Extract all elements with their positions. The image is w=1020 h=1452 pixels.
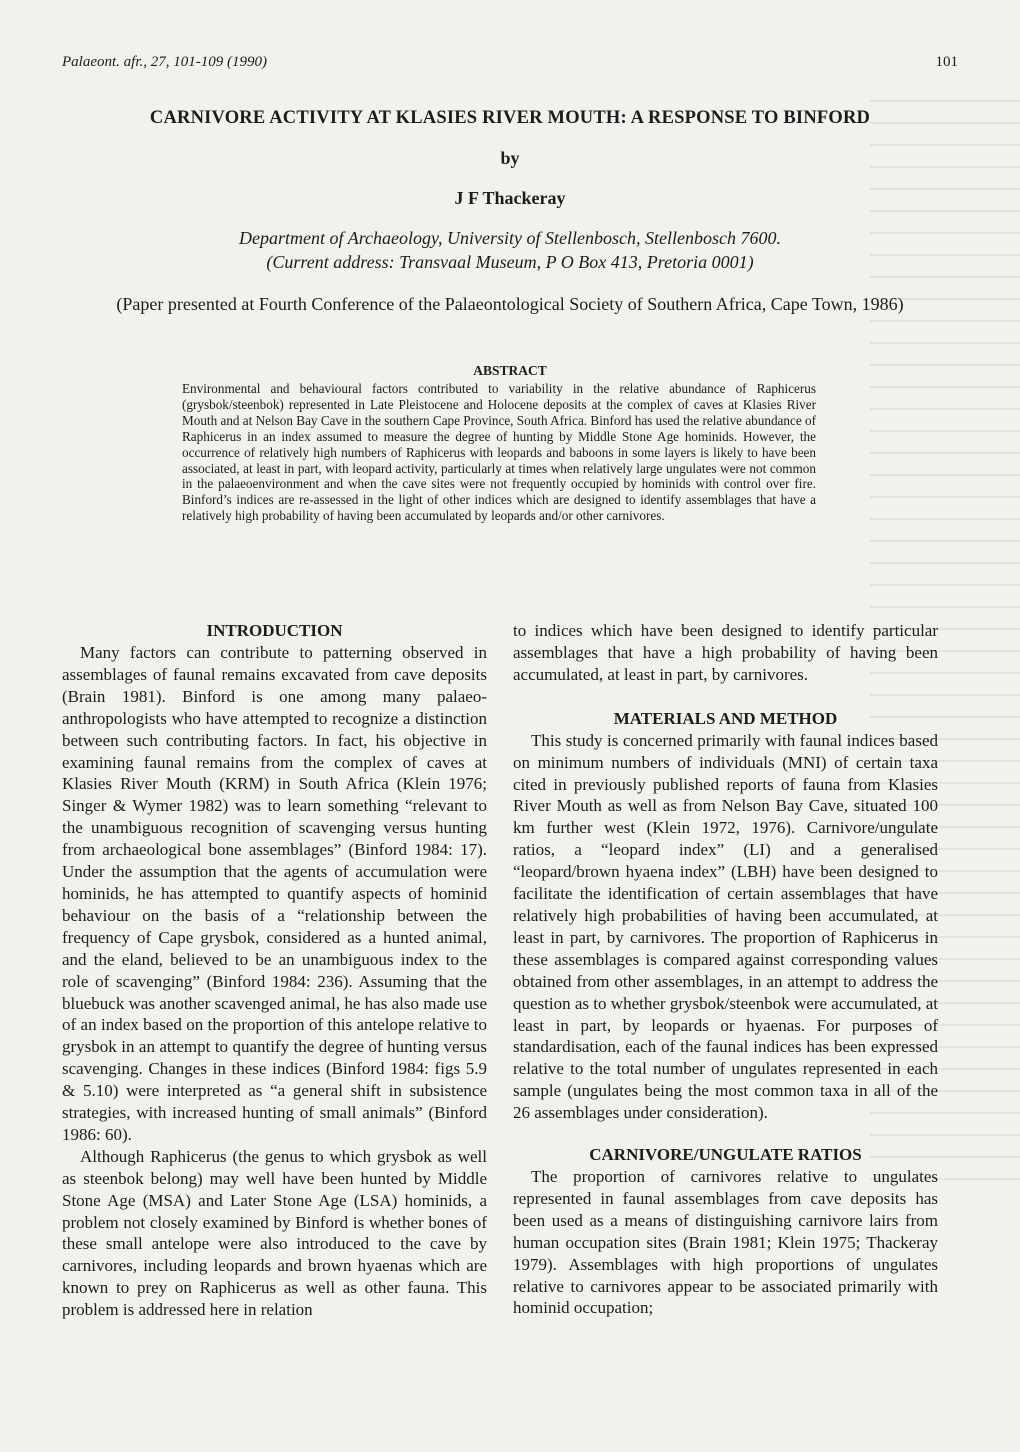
abstract-body [182,381,816,524]
materials-paragraph-1: This study is concerned primarily with faunal indices based on minimum numbers of individuals (MNI) of certain taxa cited in previously published reports of fauna from Klasies River Mouth as well as from Nelson Bay Cave, situated 100 km further west (Klein 1972, 1976). Carnivore/ungulate ratios, a “leopard index” (LI) and a generalised “leopard/brown hyaena index” (LBH) have been designed to facilitate the identification of certain assemblages that have relatively high probabilities of having been accumulated, at least in part, by carnivores. The proportion of Raphicerus in these assemblages is compared against corresponding values obtained from other assemblages, in an attempt to address the question as to whether grysbok/steenbok were accumulated, at least in part, by leopards or hyaenas. For purposes of standardisation, each of the faunal indices has been expressed relative to the total number of ungulates represented in each sample (ungulates being the most common taxa in all of the 26 assemblages under consideration). [513,730,938,1123]
column-left [62,620,487,1321]
presentation-note: (Paper presented at Fourth Conference of the Palaeontological Society of Southern Africa, Cape Town, 1986) [116,294,904,314]
affiliation-line-1: Department of Archaeology, University of Stellenbosch, Stellenbosch 7600. [239,228,781,248]
column-right [513,620,938,1319]
running-head [62,54,958,71]
ratios-heading: CARNIVORE/UNGULATE RATIOS [589,1145,862,1165]
abstract-text: Environmental and behavioural factors contributed to variability in the relative abundance of Raphicerus (grysbok/steenbok) represented in Late Pleistocene and Holocene deposits at the complex of caves at Klasies River Mouth and at Nelson Bay Cave in the southern Cape Province, South Africa. Binford has used the relative abundance of Raphicerus in an index assumed to measure the degree of hunting by Middle Stone Age hominids. However, the occurrence of relatively high numbers of Raphicerus with leopards and baboons in some layers is likely to have been associated, at least in part, with leopard activity, particularly at times when relatively large ungulates were not common in the palaeoenvironment and when the cave sites were not frequently occupied by hominids with control over fire. Binford’s indices are re-assessed in the light of other indices which are designed to identify assemblages that have a relatively high probability of having been accumulated by leopards and/or other carnivores. [182,381,816,524]
article-title: CARNIVORE ACTIVITY AT KLASIES RIVER MOUTH: A RESPONSE TO BINFORD [149,108,871,128]
author-name: J F Thackeray [454,188,566,208]
materials-heading: MATERIALS AND METHOD [613,708,838,728]
affiliation-line-2: (Current address: Transvaal Museum, P O Box 413, Pretoria 0001) [266,252,754,272]
abstract-heading: ABSTRACT [473,363,547,378]
byline-by: by [500,148,520,168]
introduction-paragraph-1: Many factors can contribute to patterning observed in assemblages of faunal remains excavated from cave deposits (Brain 1981). Binford is one among many palaeo-anthropologists who have attempted to recognize a distinction between such contributing factors. In fact, his objective in examining faunal remains from the complex of caves at Klasies River Mouth (KRM) in South Africa (Klein 1976; Singer & Wymer 1982) was to learn something “relevant to the unambiguous recognition of scavenging versus hunting from archaeological bone assemblages” (Binford 1984: 17). Under the assumption that the agents of accumulation were hominids, he has attempted to quantify aspects of hominid behaviour on the basis of a “relationship between the frequency of Cape grysbok, considered as a hunted animal, and the eland, believed to be an unambiguous index to the role of scavenging” (Binford 1984: 236). Assuming that the bluebuck was another scavenged animal, he has also made use of an index based on the proportion of this antelope relative to grysbok in an attempt to quantify the degree of hunting versus scavenging. Changes in these indices (Binford 1984: figs 5.9 & 5.10) were interpreted as “a general shift in subsistence strategies, with increased hunting of small animals” (Binford 1986: 60). [62,643,487,1144]
introduction-paragraph-2: Although Raphicerus (the genus to which grysbok as well as steenbok belong) may well have been hunted by Middle Stone Age (MSA) and Later Stone Age (LSA) hominids, a problem not closely examined by Binford is whether bones of these small antelope were also introduced to the cave by carnivores, including leopards and brown hyaenas which are known to prey on Raphicerus as well as other fauna. This problem is addressed here in relation [62,1146,487,1320]
journal-citation: Palaeont. afr., 27, 101-109 (1990) [62,54,267,70]
ratios-paragraph-1: The proportion of carnivores relative to ungulates represented in faunal assemblages from cave deposits has been used as a means of distinguishing carnivore lairs from human occupation sites (Brain 1981; Klein 1975; Thackeray 1979). Assemblages with high proportions of ungulates relative to carnivores appear to be associated primarily with hominid occupation; [513,1167,938,1318]
author-affiliation [60,226,960,274]
page-number: 101 [935,54,958,70]
introduction-paragraph-3: to indices which have been designed to identify particular assemblages that have a high probability of having been accumulated, at least in part, by carnivores. [513,621,938,684]
introduction-heading: INTRODUCTION [206,621,343,640]
